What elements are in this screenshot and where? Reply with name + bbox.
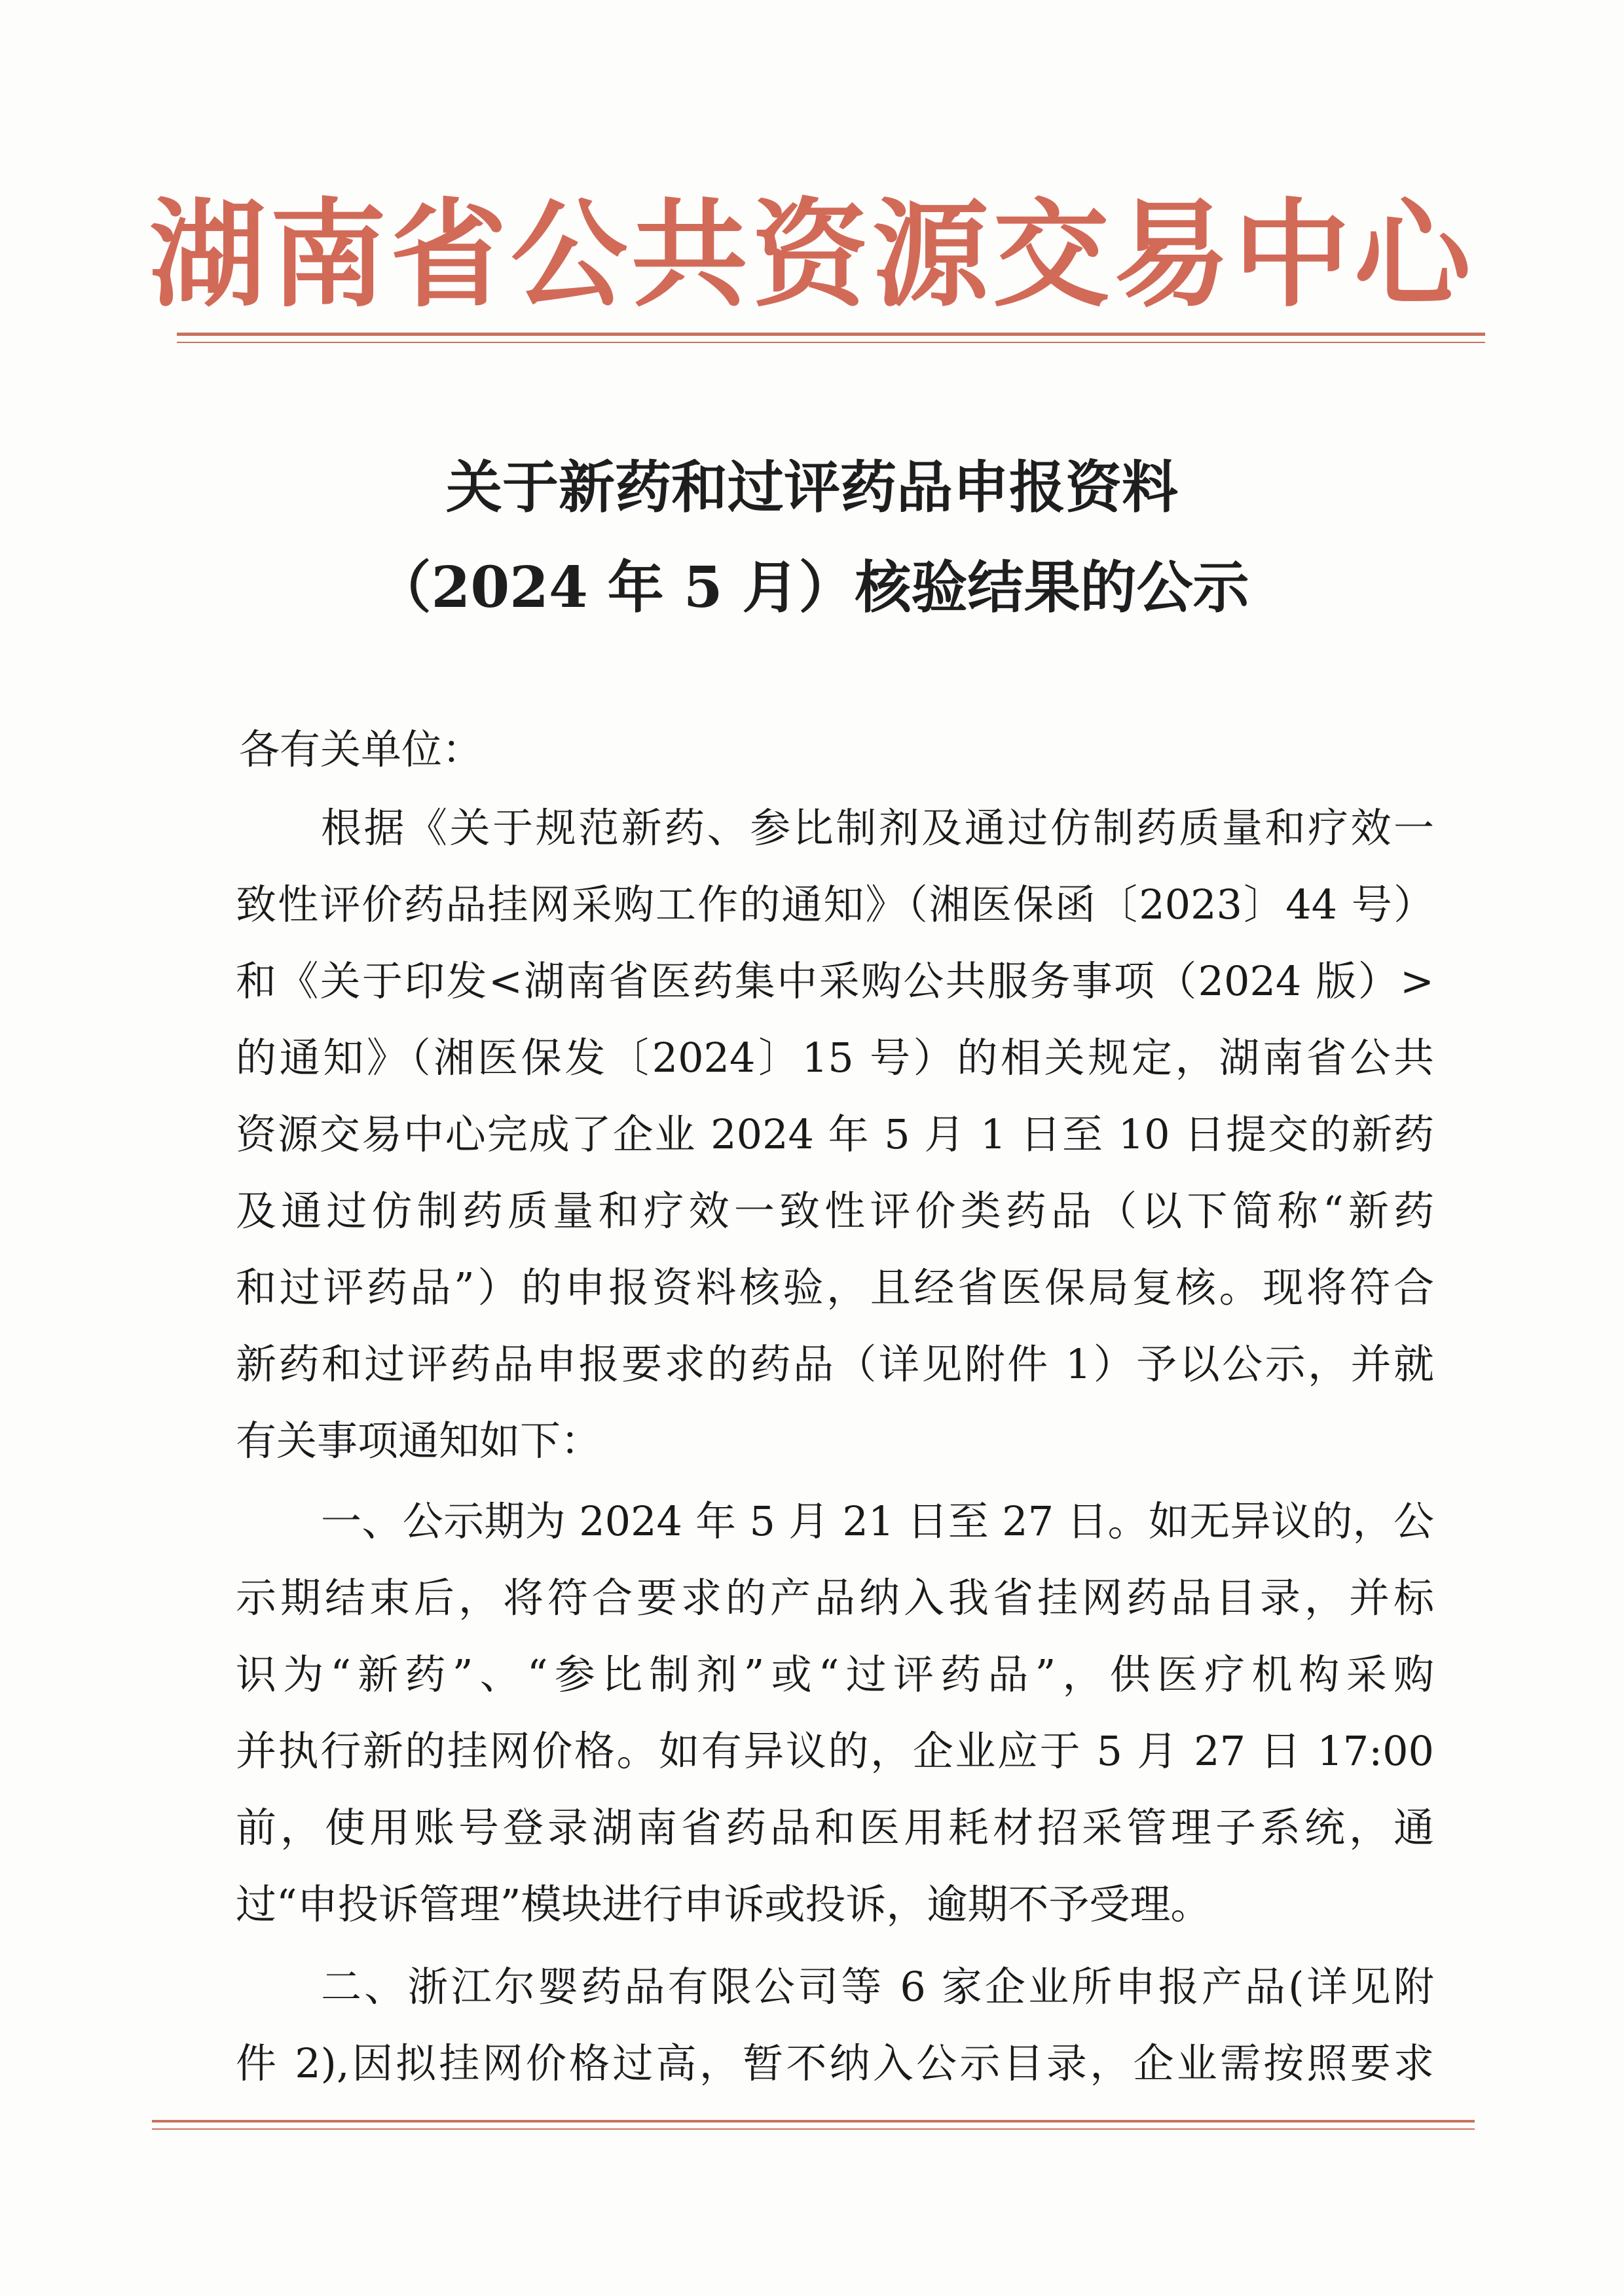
text-line: 有关事项通知如下： bbox=[236, 1417, 602, 1465]
text-line: 资源交易中心完成了企业 2024 年 5 月 1 日至 10 日提交的新药 bbox=[236, 1110, 1434, 1158]
footer-rule-thin bbox=[152, 2128, 1475, 2130]
letterhead-rule-thick bbox=[177, 333, 1485, 336]
text-line: 及通过仿制药质量和疗效一致性评价类药品（以下简称“新药 bbox=[236, 1187, 1434, 1235]
text-line: 示期结束后，将符合要求的产品纳入我省挂网药品目录，并标 bbox=[236, 1574, 1434, 1622]
document-title-line-2: （2024 年 5 月）核验结果的公示 bbox=[375, 555, 1249, 621]
text-line: 一、公示期为 2024 年 5 月 21 日至 27 日。如无异议的，公 bbox=[321, 1497, 1434, 1545]
text-line: 前，使用账号登录湖南省药品和医用耗材招采管理子系统，通 bbox=[236, 1804, 1434, 1851]
text-line: 和《关于印发<湖南省医药集中采购公共服务事项（2024 版）> bbox=[236, 957, 1434, 1005]
text-line: 识为“新药”、“参比制剂”或“过评药品”，供医疗机构采购 bbox=[236, 1650, 1434, 1698]
text-line: 致性评价药品挂网采购工作的通知》（湘医保函〔2023〕44 号） bbox=[236, 881, 1434, 928]
text-line: 的通知》（湘医保发〔2024〕15 号）的相关规定，湖南省公共 bbox=[236, 1034, 1434, 1082]
text-line: 新药和过评药品申报要求的药品（详见附件 1）予以公示，并就 bbox=[236, 1340, 1434, 1388]
text-line: 过“申投诉管理”模块进行申诉或投诉，逾期不予受理。 bbox=[236, 1880, 1211, 1928]
text-line: 并执行新的挂网价格。如有异议的，企业应于 5 月 27 日 17:00 bbox=[236, 1727, 1434, 1775]
footer-rule-thick bbox=[152, 2120, 1475, 2123]
text-line: 和过评药品”）的申报资料核验，且经省医保局复核。现将符合 bbox=[236, 1264, 1434, 1311]
text-line: 二、浙江尔婴药品有限公司等 6 家企业所申报产品(详见附 bbox=[321, 1963, 1434, 2011]
document-title-line-1: 关于新药和过评药品申报资料 bbox=[446, 454, 1178, 520]
text-line: 根据《关于规范新药、参比制剂及通过仿制药质量和疗效一 bbox=[321, 804, 1434, 852]
letterhead-rule-thin bbox=[177, 342, 1485, 343]
text-line: 件 2),因拟挂网价格过高，暂不纳入公示目录，企业需按照要求 bbox=[236, 2039, 1434, 2087]
letterhead-organization: 湖南省公共资源交易中心 bbox=[149, 187, 1475, 323]
salutation: 各有关单位： bbox=[239, 725, 483, 773]
